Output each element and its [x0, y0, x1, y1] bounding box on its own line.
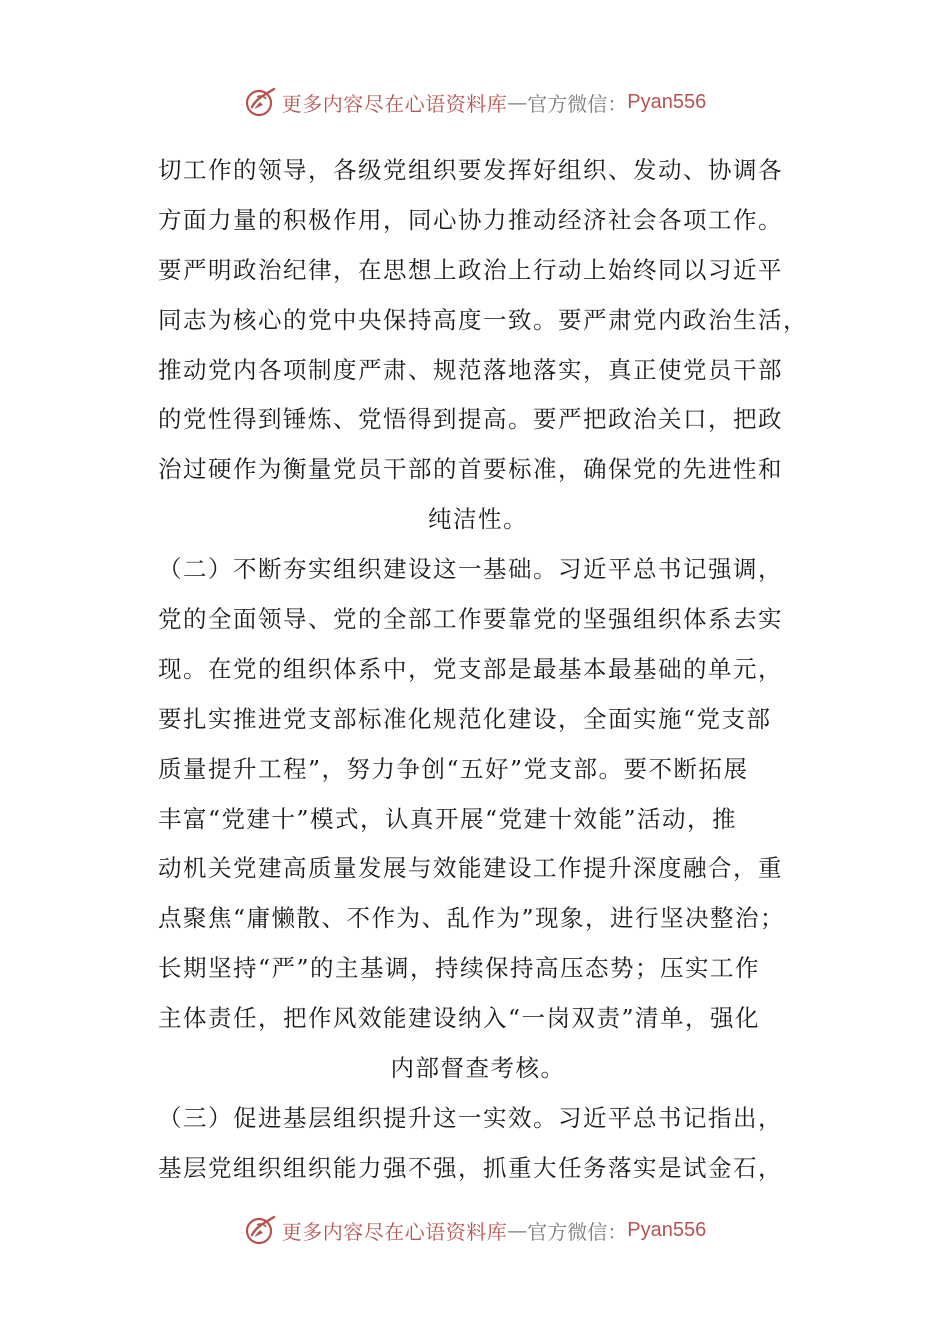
text-line: 要严明政治纪律，在思想上政治上行动上始终同以习近平 — [158, 255, 783, 284]
text-line: 党的全面领导、党的全部工作要靠党的坚强组织体系去实 — [158, 605, 783, 634]
text-line: 方面力量的积极作用，同心协力推动经济社会各项工作。 — [158, 205, 783, 234]
text-line: 的党性得到锤炼、党悟得到提高。要严把政治关口，把政 — [158, 405, 783, 434]
text-line: 治过硬作为衡量党员干部的首要标准，确保党的先进性和 — [158, 455, 783, 484]
text-line: 现。在党的组织体系中，党支部是最基本最基础的单元， — [158, 654, 783, 683]
body-text — [158, 146, 808, 1194]
text-line: 基层党组织组织能力强不强，抓重大任务落实是试金石， — [158, 1153, 783, 1182]
text-line: 点聚焦“庸懒散、不作为、乱作为”现象，进行坚决整治； — [158, 904, 786, 933]
text-line: 要扎实推进党支部标准化规范化建设，全面实施“党支部 — [158, 704, 772, 733]
header-banner-wechat-id: Pyan556 — [627, 90, 707, 113]
pen-logo-icon — [244, 1213, 278, 1247]
header-banner-separator: — — [507, 90, 528, 114]
footer-banner-separator: — — [507, 1218, 528, 1242]
text-line: 推动党内各项制度严肃、规范落地落实，真正使党员干部 — [158, 355, 783, 384]
text-line: 质量提升工程”，努力争创“五好”党支部。要不断拓展 — [158, 754, 749, 783]
header-banner-wechat-label: 官方微信： — [527, 91, 628, 116]
section-heading-line: （二）不断夯实组织建设这一基础。习近平总书记强调， — [158, 555, 783, 584]
text-line-centered: 纯洁性。 — [428, 505, 528, 534]
header-banner — [0, 82, 950, 122]
footer-banner-title: 更多内容尽在心语资料库 — [281, 1219, 508, 1244]
pen-logo-icon — [244, 85, 278, 119]
text-line: 动机关党建高质量发展与效能建设工作提升深度融合，重 — [158, 854, 783, 883]
text-line: 主体责任，把作风效能建设纳入“一岗双责”清单，强化 — [158, 1004, 761, 1033]
text-line-centered: 内部督查考核。 — [390, 1054, 566, 1083]
footer-banner-wechat-label: 官方微信： — [527, 1219, 628, 1244]
text-line: 丰富“党建十”模式，认真开展“党建十效能”活动，推 — [158, 804, 738, 833]
footer-banner-wechat-id: Pyan556 — [627, 1218, 707, 1241]
section-heading-line: （三）促进基层组织提升这一实效。习近平总书记指出， — [158, 1103, 783, 1132]
footer-banner — [0, 1210, 950, 1250]
text-line: 切工作的领导，各级党组织要发挥好组织、发动、协调各 — [158, 156, 783, 184]
text-line: 长期坚持“严”的主基调，持续保持高压态势；压实工作 — [158, 954, 761, 983]
text-line: 同志为核心的党中央保持高度一致。要严肃党内政治生活， — [158, 305, 808, 334]
header-banner-title: 更多内容尽在心语资料库 — [281, 91, 508, 116]
